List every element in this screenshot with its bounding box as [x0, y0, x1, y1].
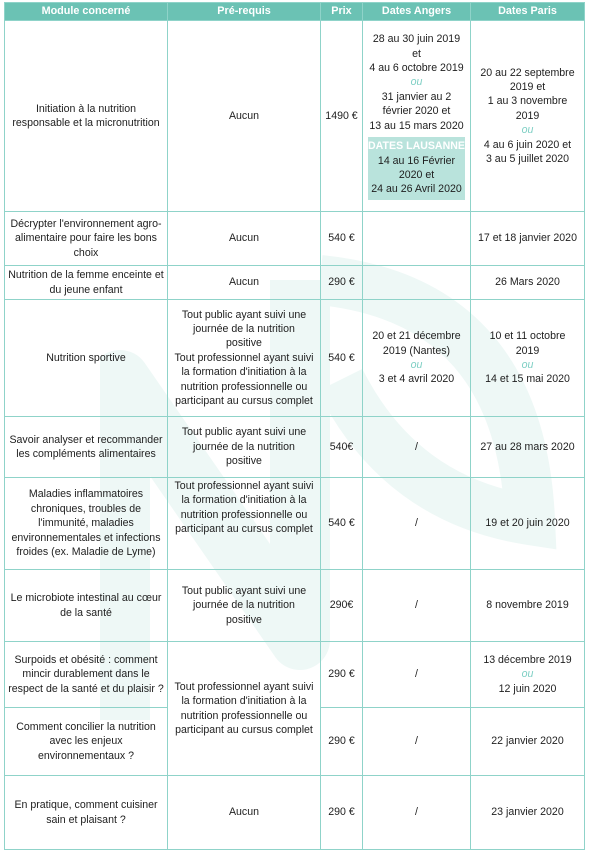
price: 290 € — [321, 266, 363, 300]
prerequisite: Aucun — [168, 266, 321, 300]
header-price: Prix — [321, 3, 363, 21]
table-row — [5, 417, 585, 478]
dates-angers: / — [363, 478, 471, 570]
dates-angers: / — [363, 776, 471, 850]
price: 290€ — [321, 570, 363, 642]
table-row — [5, 21, 585, 212]
dates-angers: 20 et 21 décembre 2019 (Nantes) ou 3 et 4 avril 2020 — [363, 300, 471, 417]
dates-angers — [363, 266, 471, 300]
module-name: Décrypter l'environnement agro-alimentaire pour faire les bons choix — [5, 212, 168, 266]
dates-paris: 23 janvier 2020 — [471, 776, 585, 850]
prerequisite: Aucun — [168, 776, 321, 850]
dates-paris: 8 novembre 2019 — [471, 570, 585, 642]
header-module: Module concerné — [5, 3, 168, 21]
price: 1490 € — [321, 21, 363, 212]
table-row — [5, 300, 585, 417]
dates-angers: / — [363, 570, 471, 642]
module-name: Initiation à la nutrition responsable et la micronutrition — [5, 21, 168, 212]
dates-paris: 26 Mars 2020 — [471, 266, 585, 300]
training-schedule-table — [4, 2, 585, 850]
prerequisite: Tout professionnel ayant suivi la formation d'initiation à la nutrition professionnelle ou participant au cursus complet — [168, 642, 321, 776]
module-name: Nutrition de la femme enceinte et du jeune enfant — [5, 266, 168, 300]
table-row — [5, 776, 585, 850]
module-name: En pratique, comment cuisiner sain et plaisant ? — [5, 776, 168, 850]
price: 290 € — [321, 642, 363, 708]
header-dates-angers: Dates Angers — [363, 3, 471, 21]
prerequisite: Tout public ayant suivi une journée de la nutrition positive — [168, 570, 321, 642]
module-name: Maladies inflammatoires chroniques, troubles de l'immunité, maladies environnementales et infections froides (ex. Maladie de Lyme) — [5, 478, 168, 570]
dates-angers — [363, 212, 471, 266]
prerequisite: Aucun — [168, 21, 321, 212]
header-dates-paris: Dates Paris — [471, 3, 585, 21]
dates-angers: / — [363, 417, 471, 478]
dates-angers: 28 au 30 juin 2019 et 4 au 6 octobre 2019 ou 31 janvier au 2 février 2020 et 13 au 15 mars 2020 DATES LAUSANNE 14 au 16 Février 2020 et 24 au 26 Avril 2020 — [363, 21, 471, 212]
table-row — [5, 478, 585, 570]
module-name: Savoir analyser et recommander les compléments alimentaires — [5, 417, 168, 478]
dates-paris: 20 au 22 septembre 2019 et 1 au 3 novembre 2019 ou 4 au 6 juin 2020 et 3 au 5 juillet 2020 — [471, 21, 585, 212]
prerequisite: Tout professionnel ayant suivi la formation d'initiation à la nutrition professionnelle ou participant au cursus complet — [168, 478, 321, 570]
dates-paris: 10 et 11 octobre 2019 ou 14 et 15 mai 2020 — [471, 300, 585, 417]
module-name: Le microbiote intestinal au cœur de la santé — [5, 570, 168, 642]
dates-paris: 13 décembre 2019 ou 12 juin 2020 — [471, 642, 585, 708]
prerequisite: Aucun — [168, 212, 321, 266]
table-row — [5, 266, 585, 300]
table-row — [5, 642, 585, 708]
dates-angers: / — [363, 642, 471, 708]
dates-angers: / — [363, 708, 471, 776]
price: 540 € — [321, 212, 363, 266]
dates-paris: 27 au 28 mars 2020 — [471, 417, 585, 478]
module-name: Comment concilier la nutrition avec les enjeux environnementaux ? — [5, 708, 168, 776]
lausanne-dates-box: DATES LAUSANNE 14 au 16 Février 2020 et 24 au 26 Avril 2020 — [368, 137, 465, 200]
price: 290 € — [321, 776, 363, 850]
dates-paris: 19 et 20 juin 2020 — [471, 478, 585, 570]
dates-paris: 22 janvier 2020 — [471, 708, 585, 776]
prerequisite: Tout public ayant suivi une journée de la nutrition positive — [168, 417, 321, 478]
price: 290 € — [321, 708, 363, 776]
prerequisite: Tout public ayant suivi une journée de la nutrition positive Tout professionnel ayant suivi la formation d'initiation à la nutrition professionnelle ou participant au cursus complet — [168, 300, 321, 417]
header-prereq: Pré-requis — [168, 3, 321, 21]
price: 540€ — [321, 417, 363, 478]
price: 540 € — [321, 478, 363, 570]
dates-paris: 17 et 18 janvier 2020 — [471, 212, 585, 266]
header-row — [5, 3, 585, 21]
module-name: Nutrition sportive — [5, 300, 168, 417]
table-row — [5, 570, 585, 642]
module-name: Surpoids et obésité : comment mincir durablement dans le respect de la santé et du plaisir ? — [5, 642, 168, 708]
price: 540 € — [321, 300, 363, 417]
table-row — [5, 212, 585, 266]
